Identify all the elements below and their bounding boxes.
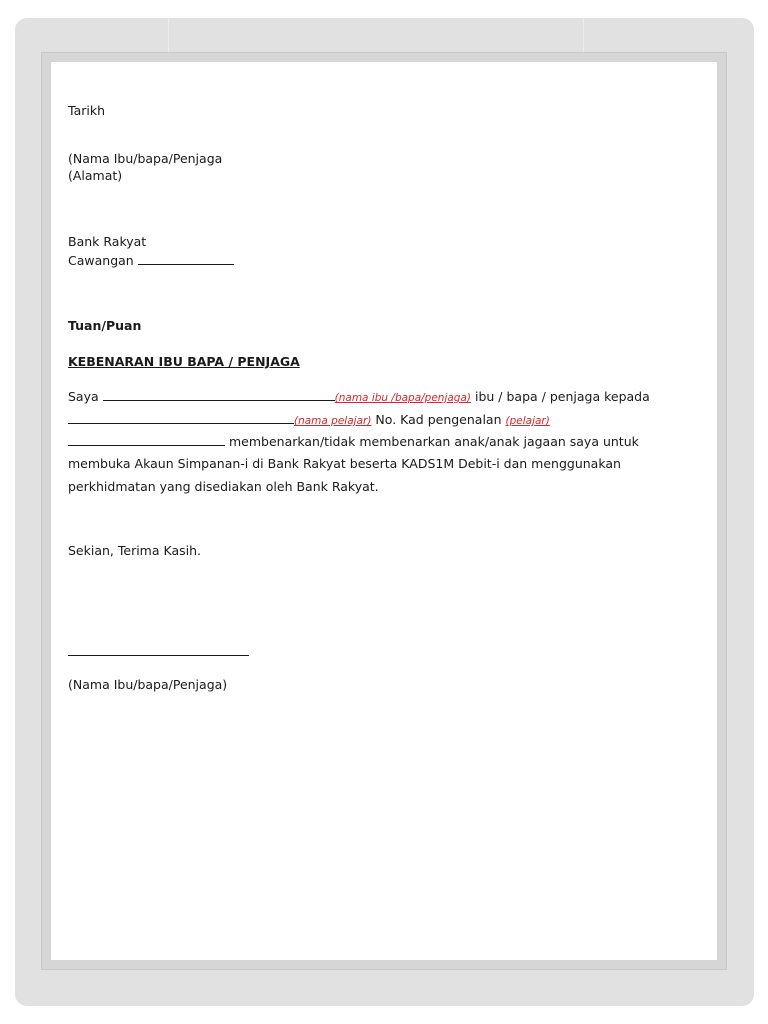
body-line-1: [68, 388, 650, 406]
sender-address: (Alamat): [68, 168, 123, 183]
signature-line: [68, 655, 249, 656]
student-ic-blank: [68, 433, 225, 446]
body-line-3: [68, 433, 639, 450]
parent-name-blank: [103, 388, 335, 401]
closing: Sekian, Terima Kasih.: [68, 543, 202, 558]
date-label: Tarikh: [68, 103, 105, 118]
recipient-branch-label: Cawangan: [68, 253, 134, 268]
relation-text: ibu / bapa / penjaga kepada: [475, 389, 650, 404]
saya-text: Saya: [68, 389, 99, 404]
salutation: Tuan/Puan: [68, 318, 142, 333]
parent-name-hint: (nama ibu /bapa/penjaga): [334, 392, 472, 404]
permission-text: membenarkan/tidak membenarkan anak/anak jagaan saya untuk: [228, 434, 639, 449]
document-page: [42, 53, 726, 969]
body-line-4: membuka Akaun Simpanan-i di Bank Rakyat beserta KADS1M Debit-i dan menggunakan: [68, 456, 621, 471]
body-line-2: [68, 411, 550, 429]
frame-divider: [168, 18, 169, 58]
student-name-hint: (nama pelajar): [294, 415, 372, 427]
recipient-branch: [68, 252, 234, 269]
sender-name: (Nama Ibu/bapa/Penjaga: [68, 151, 223, 166]
student-ic-hint: (pelajar): [505, 415, 550, 427]
signature-name: (Nama Ibu/bapa/Penjaga): [68, 677, 228, 692]
recipient-name: Bank Rakyat: [68, 234, 147, 249]
branch-blank: [138, 252, 234, 265]
frame-divider: [583, 18, 584, 58]
subject-heading: KEBENARAN IBU BAPA / PENJAGA: [68, 354, 300, 369]
student-name-blank: [68, 411, 294, 424]
body-line-5: perkhidmatan yang disediakan oleh Bank Rakyat.: [68, 479, 379, 494]
ic-label: No. Kad pengenalan: [375, 412, 502, 427]
